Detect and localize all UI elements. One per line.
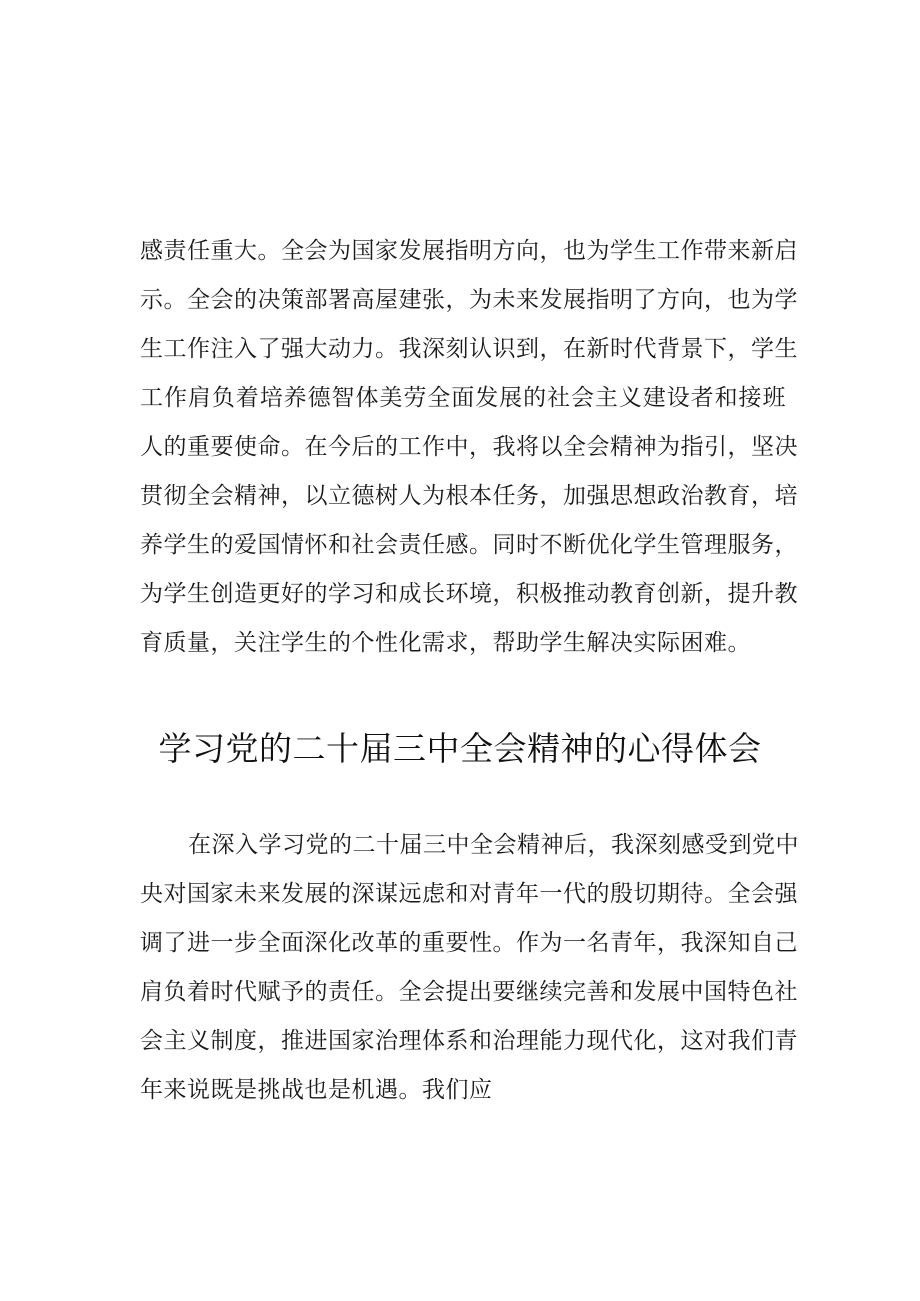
paragraph-line: 感责任重大。全会为国家发展指明方向，也为学生工作带来新启 xyxy=(140,238,798,264)
paragraph-line: 央对国家未来发展的深谋远虑和对青年一代的殷切期待。全会强 xyxy=(140,881,798,907)
paragraph-line: 示。全会的决策部署高屋建张，为未来发展指明了方向，也为学 xyxy=(140,287,798,313)
paragraph-line: 生工作注入了强大动力。我深刻认识到，在新时代背景下，学生 xyxy=(140,336,798,362)
paragraph-line: 工作肩负着培养德智体美劳全面发展的社会主义建设者和接班 xyxy=(140,385,786,411)
paragraph-line: 会主义制度，推进国家治理体系和治理能力现代化，这对我们青 xyxy=(140,1028,798,1054)
paragraph-line: 肩负着时代赋予的责任。全会提出要继续完善和发展中国特色社 xyxy=(140,979,798,1005)
paragraph-line: 育质量，关注学生的个性化需求，帮助学生解决实际困难。 xyxy=(140,630,751,656)
paragraph-line: 贯彻全会精神，以立德树人为根本任务，加强思想政治教育，培 xyxy=(140,483,798,509)
paragraph-line: 年来说既是挑战也是机遇。我们应 xyxy=(140,1077,493,1103)
paragraph-line: 调了进一步全面深化改革的重要性。作为一名青年，我深知自己 xyxy=(140,930,798,956)
paragraph-line: 养学生的爱国情怀和社会责任感。同时不断优化学生管理服务， xyxy=(140,532,798,558)
paragraph-line: 为学生创造更好的学习和成长环境，积极推动教育创新，提升教 xyxy=(140,581,798,607)
paragraph-line: 人的重要使命。在今后的工作中，我将以全会精神为指引，坚决 xyxy=(140,434,798,460)
section-title: 学习党的二十届三中全会精神的心得体会 xyxy=(158,729,762,768)
paragraph-line: 在深入学习党的二十届三中全会精神后，我深刻感受到党中 xyxy=(188,832,799,858)
